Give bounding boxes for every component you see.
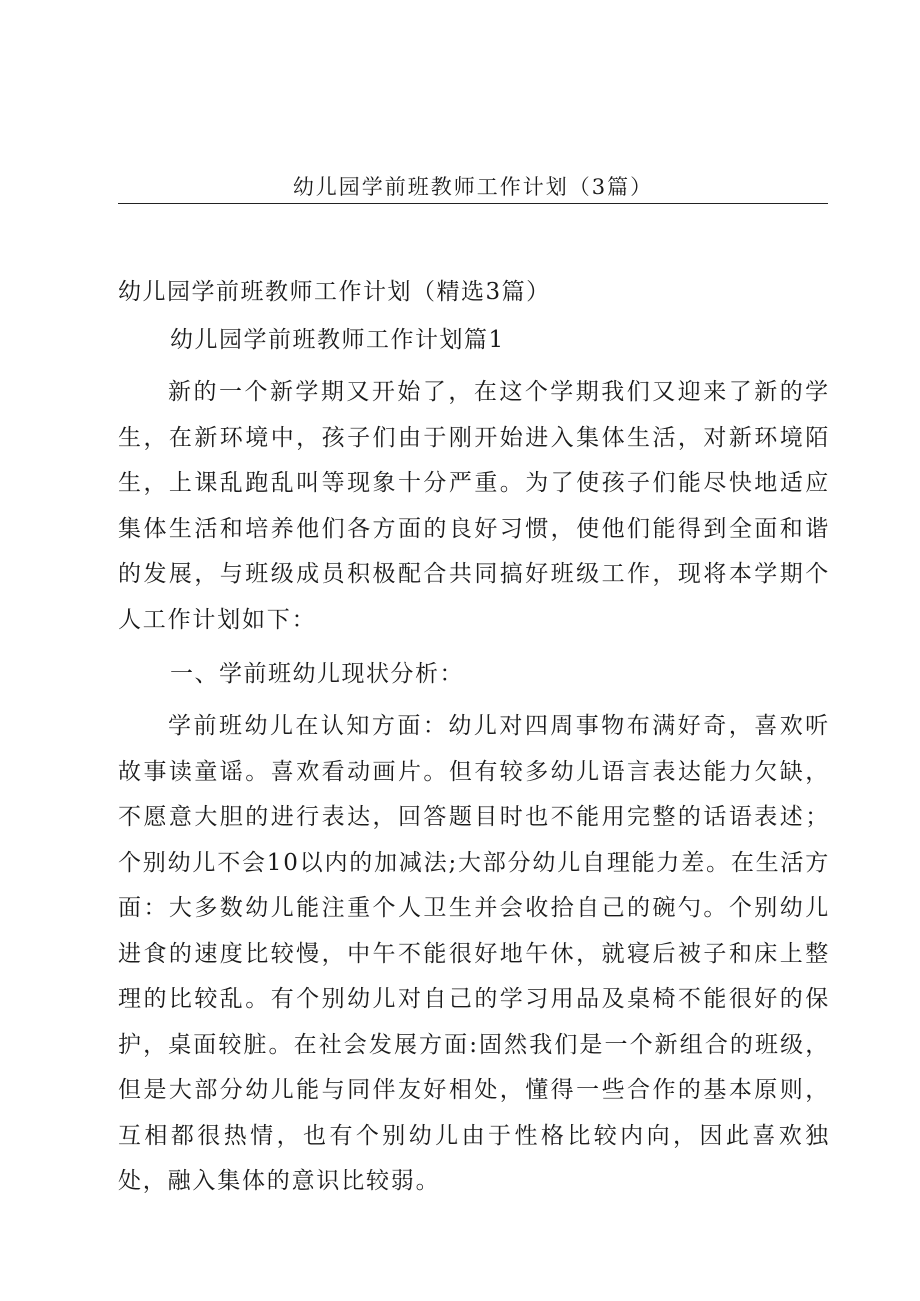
analysis-paragraph: 学前班幼儿在认知方面：幼儿对四周事物布满好奇，喜欢听故事读童谣。喜欢看动画片。但有较多幼儿语言表达能力欠缺，不愿意大胆的进行表达，回答题目时也不能用完整的话语表述；个别幼儿不会10以内的加减法;大部分幼儿自理能力差。在生活方面：大多数幼儿能注重个人卫生并会收拾自己的碗勺。个别幼儿进食的速度比较慢，中午不能很好地午休，就寝后被子和床上整理的比较乱。有个别幼儿对自己的学习用品及桌椅不能很好的保护，桌面较脏。在社会发展方面:固然我们是一个新组合的班级，但是大部分幼儿能与同伴友好相处，懂得一些合作的基本原则，互相都很热情，也有个别幼儿由于性格比较内向，因此喜欢独处，融入集体的意识比较弱。 [118, 713, 831, 1194]
section-title: 幼儿园学前班教师工作计划篇1 [170, 327, 505, 353]
intro-paragraph: 新的一个新学期又开始了，在这个学期我们又迎来了新的学生，在新环境中，孩子们由于刚开始进入集体生活，对新环境陌生，上课乱跑乱叫等现象十分严重。为了使孩子们能尽快地适应集体生活和培养他们各方面的良好习惯，使他们能得到全面和谐的发展，与班级成员积极配合共同搞好班级工作，现将本学期个人工作计划如下： [118, 379, 830, 633]
document-body [118, 272, 830, 1205]
running-header-title: 幼儿园学前班教师工作计划（3篇） [292, 175, 654, 199]
header-divider [118, 203, 828, 204]
subheading-situation-analysis: 一、学前班幼儿现状分析： [170, 661, 464, 687]
document-title: 幼儿园学前班教师工作计划（精选3篇） [118, 279, 551, 305]
